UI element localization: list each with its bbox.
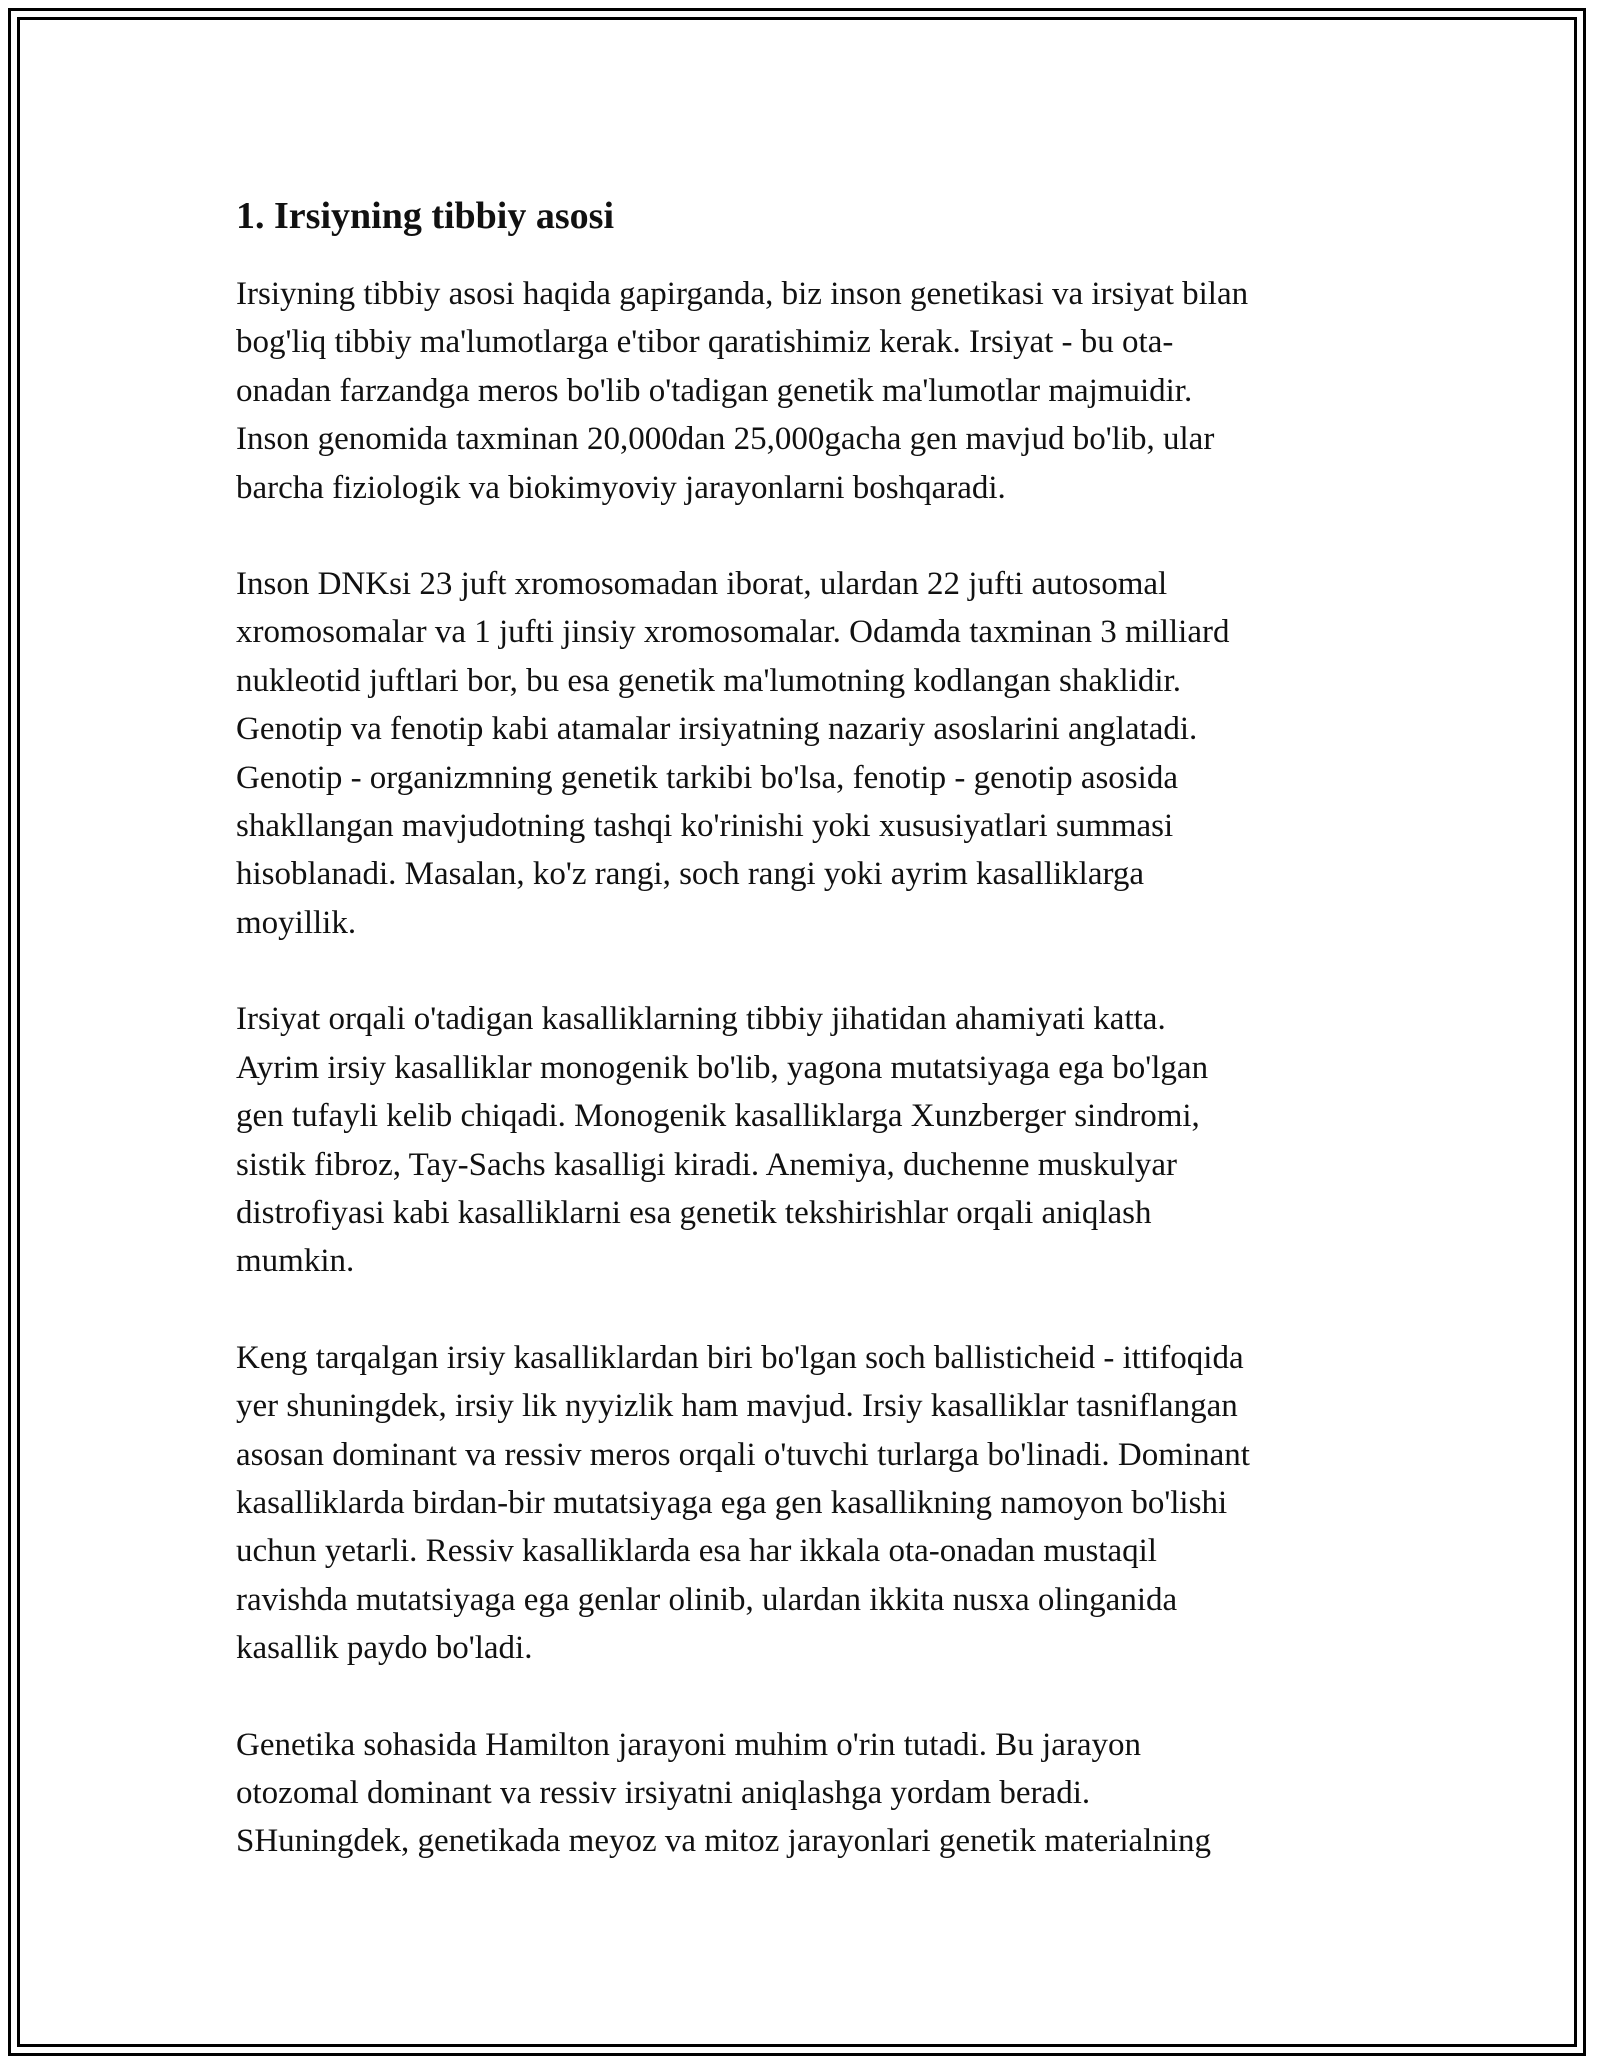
paragraph-2 bbox=[236, 560, 1376, 947]
text-line: Inson DNKsi 23 juft xromosomadan iborat, ulardan 22 jufti autosomal bbox=[236, 566, 1168, 603]
text-line: Inson genomida taxminan 20,000dan 25,000gacha gen mavjud bo'lib, ular bbox=[236, 421, 1215, 458]
text-line: Irsiyat orqali o'tadigan kasalliklarning tibbiy jihatidan ahamiyati katta. bbox=[236, 1001, 1166, 1038]
text-line: hisoblanadi. Masalan, ko'z rangi, soch rangi yoki ayrim kasalliklarga bbox=[236, 856, 1145, 893]
text-line: xromosomalar va 1 jufti jinsiy xromosomalar. Odamda taxminan 3 milliard bbox=[236, 614, 1230, 651]
text-line: otozomal dominant va ressiv irsiyatni aniqlashga yordam beradi. bbox=[236, 1774, 1091, 1811]
text-line: kasalliklarda birdan-bir mutatsiyaga ega gen kasallikning namoyon bo'lishi bbox=[236, 1484, 1228, 1521]
text-line: gen tufayli kelib chiqadi. Monogenik kasalliklarga Xunzberger sindromi, bbox=[236, 1098, 1200, 1135]
text-line: Genotip va fenotip kabi atamalar irsiyatning nazariy asoslarini anglatadi. bbox=[236, 711, 1198, 748]
paragraph-5 bbox=[236, 1721, 1376, 1866]
text-line: sistik fibroz, Tay-Sachs kasalligi kiradi. Anemiya, duchenne muskulyar bbox=[236, 1146, 1178, 1183]
text-line: Irsiyning tibbiy asosi haqida gapirganda, biz inson genetikasi va irsiyat bilan bbox=[236, 276, 1249, 312]
text-line: nukleotid juftlari bor, bu esa genetik ma'lumotning kodlangan shaklidir. bbox=[236, 662, 1181, 699]
text-line: ravishda mutatsiyaga ega genlar olinib, ulardan ikkita nusxa olinganida bbox=[236, 1581, 1178, 1618]
text-line: yer shuningdek, irsiy lik nyyizlik ham mavjud. Irsiy kasalliklar tasniflangan bbox=[236, 1388, 1238, 1425]
text-line: Genetika sohasida Hamilton jarayoni muhim o'rin tutadi. Bu jarayon bbox=[236, 1726, 1142, 1763]
paragraph-1 bbox=[236, 270, 1376, 512]
paragraph-3 bbox=[236, 995, 1376, 1285]
text-line: bog'liq tibbiy ma'lumotlarga e'tibor qaratishimiz kerak. Irsiyat - bu ota- bbox=[236, 324, 1174, 361]
text-line: Keng tarqalgan irsiy kasalliklardan biri bo'lgan soch ballisticheid - ittifoqida bbox=[236, 1339, 1244, 1376]
section-heading: 1. Irsiyning tibbiy asosi bbox=[236, 195, 614, 237]
text-line: uchun yetarli. Ressiv kasalliklarda esa har ikkala ota-onadan mustaqil bbox=[236, 1533, 1157, 1570]
text-line: kasallik paydo bo'ladi. bbox=[236, 1630, 533, 1667]
text-line: distrofiyasi kabi kasalliklarni esa genetik tekshirishlar orqali aniqlash bbox=[236, 1194, 1152, 1231]
document-body bbox=[236, 192, 1376, 1914]
text-line: onadan farzandga meros bo'lib o'tadigan genetik ma'lumotlar majmuidir. bbox=[236, 372, 1193, 409]
text-line: SHuningdek, genetikada meyoz va mitoz jarayonlari genetik materialning bbox=[236, 1823, 1212, 1860]
text-line: moyillik. bbox=[236, 904, 357, 941]
text-line: shakllangan mavjudotning tashqi ko'rinishi yoki xususiyatlari summasi bbox=[236, 808, 1174, 845]
text-line: Genotip - organizmning genetik tarkibi bo'lsa, fenotip - genotip asosida bbox=[236, 759, 1178, 796]
paragraph-4 bbox=[236, 1334, 1376, 1673]
text-line: Ayrim irsiy kasalliklar monogenik bo'lib, yagona mutatsiyaga ega bo'lgan bbox=[236, 1049, 1209, 1086]
text-line: asosan dominant va ressiv meros orqali o'tuvchi turlarga bo'linadi. Dominant bbox=[236, 1436, 1250, 1473]
text-line: mumkin. bbox=[236, 1243, 355, 1280]
text-line: barcha fiziologik va biokimyoviy jarayonlarni boshqaradi. bbox=[236, 469, 1006, 506]
